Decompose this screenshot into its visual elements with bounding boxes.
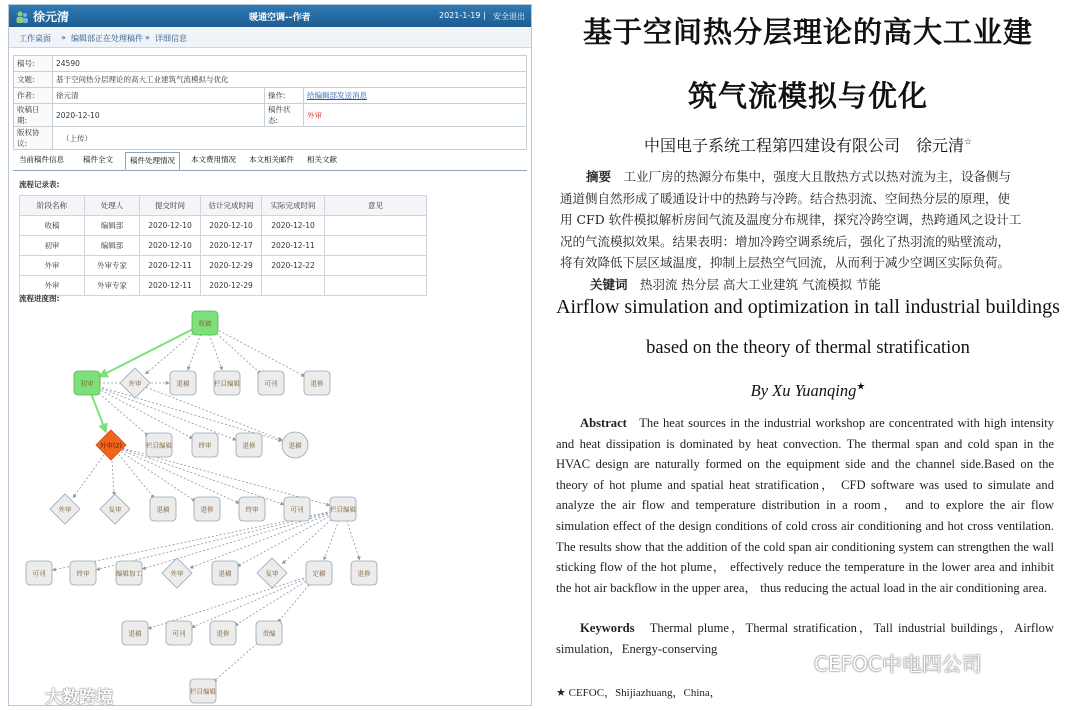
flow-node-receive — [192, 311, 218, 335]
watermark-left — [19, 683, 113, 706]
table-cell — [262, 276, 325, 296]
label-author: 作者: — [14, 88, 53, 104]
flow-node-first — [74, 371, 100, 395]
column-header: 实际完成时间 — [262, 196, 325, 216]
abstract-line: 将有效降低下层区域温度，抑制上层热空气回流，从而利于减少空调区实际负荷。 — [560, 255, 1011, 270]
english-abstract-label: Abstract — [580, 416, 627, 430]
flow-node-label: 退稿 — [288, 441, 302, 450]
column-header: 处理人 — [85, 196, 140, 216]
flow-node-ret2 — [282, 432, 308, 458]
watermark-text: CEFOC中电四公司 — [814, 652, 982, 676]
english-keywords-text: Thermal plume，Thermal stratification，Tall industrial buildings，Airflow simulation，Energy-conserving — [556, 621, 1054, 656]
abstract-line: 通道侧自然形成了暖通设计中的热跨与冷跨。结合热羽流、空间热分层的原理，使 — [560, 190, 1011, 206]
flow-node-ret1 — [170, 371, 196, 395]
flow-node-coledit4 — [190, 679, 217, 703]
flow-node-coledit2 — [146, 433, 173, 457]
value-received: 2020-12-10 — [53, 104, 265, 127]
value-author: 徐元清 — [53, 88, 265, 104]
breadcrumb — [9, 27, 531, 48]
label-title: 文题: — [14, 72, 53, 88]
value-title: 基于空间热分层理论的高大工业建筑气流模拟与优化 — [53, 72, 527, 88]
user-name: 徐元清 — [33, 10, 70, 24]
info-row — [14, 104, 527, 127]
table-cell: 2020-12-17 — [201, 236, 262, 256]
table-cell: 2020-12-29 — [201, 276, 262, 296]
status-badge: 外审 — [307, 110, 322, 120]
paper-affiliation — [536, 133, 1080, 156]
topbar-separator: | — [483, 11, 486, 20]
flow-node-label: 收稿 — [198, 319, 212, 328]
label-action: 操作: — [265, 88, 304, 104]
flow-node-label: 栏目编辑 — [330, 505, 356, 514]
wechat-icon — [780, 652, 808, 674]
abstract-text: 工业厂房的热源分布集中，强度大且散热方式以热对流为主，设备侧与 — [623, 169, 1012, 184]
flow-graph-label: 流程进度图: — [19, 294, 60, 303]
flow-node-label: 外审(2) — [99, 441, 123, 450]
flow-node-pub3 — [26, 561, 52, 585]
flow-node-label: 终审 — [245, 505, 259, 514]
table-cell — [325, 236, 427, 256]
flow-node-ext3 — [162, 558, 192, 588]
flow-node-label: 栏目编辑 — [214, 379, 240, 388]
column-header: 提交时间 — [140, 196, 201, 216]
flow-node-review — [100, 494, 130, 524]
flow-node-label: 退稿 — [218, 569, 232, 578]
english-title-line2: based on the theory of thermal stratification — [646, 338, 970, 358]
flow-graph — [9, 303, 531, 705]
table-row — [20, 236, 427, 256]
send-message-link[interactable]: 给编辑部发送消息 — [307, 91, 367, 100]
link-logo-icon — [19, 688, 41, 704]
top-bar — [9, 5, 531, 27]
manuscript-system-panel — [8, 4, 532, 706]
table-cell: 外审专家 — [85, 256, 140, 276]
flow-node-label: 外审 — [170, 569, 184, 578]
flow-node-label: 外审 — [128, 379, 142, 388]
flow-node-label: 退修 — [357, 569, 371, 578]
breadcrumb-arrow: » — [145, 33, 150, 42]
flow-node-revise3 — [194, 497, 220, 521]
flow-graph-nodes — [26, 311, 377, 703]
flow-edge — [192, 573, 319, 627]
flow-node-label: 可刊 — [172, 629, 186, 638]
flow-node-final2 — [239, 497, 265, 521]
flow-node-ext1 — [120, 368, 150, 398]
keywords-text: 热羽流 热分层 高大工业建筑 气流模拟 节能 — [640, 276, 881, 292]
flow-edge — [205, 323, 305, 376]
table-cell: 收稿 — [20, 216, 85, 236]
abstract-line: 用 CFD 软件模拟解析房间气流及温度分布规律，探究冷跨空调，热跨通风之设计工 — [560, 212, 1022, 227]
label-status: 稿件状态: — [265, 104, 304, 127]
user-info — [15, 8, 69, 25]
flow-edge — [111, 445, 239, 503]
column-header: 意见 — [325, 196, 427, 216]
flow-node-chief — [256, 621, 282, 645]
english-author-name: By Xu Yuanqing — [750, 381, 857, 400]
tab-fulltext[interactable]: 稿件全文 — [83, 155, 113, 164]
flow-node-review2 — [257, 558, 287, 588]
table-cell: 2020-12-10 — [201, 216, 262, 236]
affiliation-mark: ☆ — [963, 137, 973, 148]
table-cell: 2020-12-11 — [140, 276, 201, 296]
keywords-label: 关键词 — [590, 276, 628, 292]
table-cell: 2020-12-22 — [262, 256, 325, 276]
english-keywords-label: Keywords — [580, 621, 635, 635]
affiliation-text: 中国电子系统工程第四建设有限公司 徐元清 — [643, 136, 964, 155]
flow-node-label: 编辑加工 — [116, 569, 142, 578]
flow-node-revise2 — [236, 433, 262, 457]
breadcrumb-home[interactable]: 工作桌面 — [19, 34, 51, 43]
english-author-mark: ★ — [856, 381, 866, 393]
flow-node-ret5 — [122, 621, 148, 645]
table-header-row — [20, 196, 427, 216]
upload-copyright-link[interactable]: （上传） — [62, 133, 92, 143]
flow-node-coledit1 — [214, 371, 241, 395]
tab-processing[interactable]: 稿件处理情况 — [125, 152, 180, 170]
flow-node-ext2 — [50, 494, 80, 524]
table-cell: 编辑部 — [85, 216, 140, 236]
english-abstract-text: The heat sources in the industrial workshop are concentrated with high intensity and heat dissipation is dominated by heat convection. The thermal span and cold span in the HVAC design are naturally formed on the equipment side and the channel side.Based on the theory of hot plume and spatial heat stratification， CFD software was used to simulate and analyze the air flow and temperature distribution in a room， and to explore the air flow simulation effect of the design conditions of cold cross air conditioning and hot cross ventilation. The results show that the addition of the cold span air conditioning system can strengthen the wall sticking flow of the hot plume， effectively reduce the temperature in the lower area and inhibit the hot air backflow in the upper area， thus reducing the actual load in the air conditioning area. — [556, 416, 1054, 595]
info-row — [14, 56, 527, 72]
flow-node-pub2 — [284, 497, 310, 521]
watermark-text: 大数跨境 — [45, 688, 113, 706]
flow-node-label: 可刊 — [290, 505, 304, 514]
flow-node-decide — [306, 561, 332, 585]
user-group-icon — [15, 10, 29, 24]
table-cell — [325, 216, 427, 236]
flow-node-label: 终审 — [76, 569, 90, 578]
table-cell: 2020-12-29 — [201, 256, 262, 276]
tab-references[interactable]: 相关文献 — [307, 155, 337, 164]
table-row — [20, 216, 427, 236]
table-cell: 2020-12-11 — [140, 256, 201, 276]
flow-node-revise5 — [210, 621, 236, 645]
flow-node-label: 退稿 — [128, 629, 142, 638]
table-cell: 编辑部 — [85, 236, 140, 256]
flow-node-extcurrent — [96, 430, 126, 460]
flow-node-ret3 — [150, 497, 176, 521]
keywords-line — [560, 274, 1060, 296]
manuscript-info-table — [13, 55, 527, 150]
flow-node-label: 退稿 — [176, 379, 190, 388]
flow-node-revise4 — [351, 561, 377, 585]
info-row — [14, 72, 527, 88]
flow-node-coledit3 — [330, 497, 357, 521]
tab-fees[interactable]: 本文费用情况 — [191, 155, 236, 164]
table-row — [20, 256, 427, 276]
breadcrumb-arrow: » — [61, 33, 66, 42]
info-row — [14, 127, 527, 150]
label-received: 收稿日期: — [14, 104, 53, 127]
flow-node-label: 可刊 — [32, 569, 46, 578]
flow-node-pub1 — [258, 371, 284, 395]
table-cell — [325, 276, 427, 296]
label-id: 稿号: — [14, 56, 53, 72]
flow-node-label: 退稿 — [156, 505, 170, 514]
tab-current-info[interactable]: 当前稿件信息 — [19, 155, 64, 164]
paper-panel — [536, 0, 1080, 710]
flow-node-final3 — [70, 561, 96, 585]
flow-node-label: 初审 — [80, 379, 94, 388]
tab-emails[interactable]: 本文相关邮件 — [249, 155, 294, 164]
table-cell: 初审 — [20, 236, 85, 256]
flow-records-table — [19, 195, 427, 296]
flow-node-label: 退修 — [216, 629, 230, 638]
english-abstract — [556, 413, 1054, 598]
flow-node-label: 退修 — [200, 505, 214, 514]
paper-title-line1: 基于空间热分层理论的高大工业建 — [582, 15, 1033, 49]
table-cell: 外审专家 — [85, 276, 140, 296]
flow-node-label: 复审 — [265, 569, 279, 578]
flow-node-label: 外审 — [58, 505, 72, 514]
flow-node-pub4 — [166, 621, 192, 645]
flow-records-label: 流程记录表: — [19, 180, 60, 189]
current-date: 2021-1-19 — [439, 11, 481, 20]
flow-node-ret4 — [212, 561, 238, 585]
table-cell: 2020-12-10 — [262, 216, 325, 236]
english-author — [536, 381, 1080, 401]
watermark-right — [780, 648, 982, 677]
table-cell — [325, 256, 427, 276]
column-header: 估计完成时间 — [201, 196, 262, 216]
app-title: 暖通空调--作者 — [249, 13, 311, 23]
flow-node-label: 栏目编辑 — [146, 441, 172, 450]
flow-node-label: 复审 — [108, 505, 122, 514]
label-copyright: 版权协议: — [14, 127, 53, 150]
logout-link[interactable]: 安全退出 — [493, 12, 525, 21]
table-cell: 2020-12-11 — [262, 236, 325, 256]
value-id: 24590 — [53, 56, 527, 72]
paper-footnote: ★ CEFOC，Shijiazhuang，China， — [556, 687, 721, 699]
flow-node-label: 退修 — [242, 441, 256, 450]
table-cell: 2020-12-10 — [140, 236, 201, 256]
flow-node-label: 责编 — [262, 629, 276, 638]
flow-node-revise1 — [304, 371, 330, 395]
detail-tabs — [13, 152, 527, 171]
chinese-abstract — [560, 166, 1060, 295]
breadcrumb-detail: 详细信息 — [155, 34, 187, 43]
abstract-label: 摘要 — [586, 169, 612, 184]
table-row — [20, 276, 427, 296]
column-header: 阶段名称 — [20, 196, 85, 216]
table-cell: 外审 — [20, 256, 85, 276]
table-cell: 外审 — [20, 276, 85, 296]
flow-node-label: 定稿 — [312, 569, 326, 578]
flow-node-editproc — [116, 561, 143, 585]
flow-node-label: 退修 — [310, 379, 324, 388]
flow-node-label: 可刊 — [264, 379, 278, 388]
paper-title-line2: 筑气流模拟与优化 — [687, 79, 928, 113]
info-row — [14, 88, 527, 104]
table-cell: 2020-12-10 — [140, 216, 201, 236]
flow-node-label: 终审 — [198, 441, 212, 450]
flow-node-label: 栏目编辑 — [190, 687, 216, 696]
english-title-line1: Airflow simulation and optimization in tall industrial buildings — [556, 296, 1060, 318]
flow-node-final1 — [192, 433, 218, 457]
breadcrumb-inprogress[interactable]: 编辑部正在处理稿件 — [71, 34, 143, 43]
abstract-line: 况的气流模拟效果。结果表明：增加冷跨空调系统后，强化了热羽流的贴壁流动， — [560, 233, 1011, 249]
abstract-line — [560, 166, 1060, 188]
